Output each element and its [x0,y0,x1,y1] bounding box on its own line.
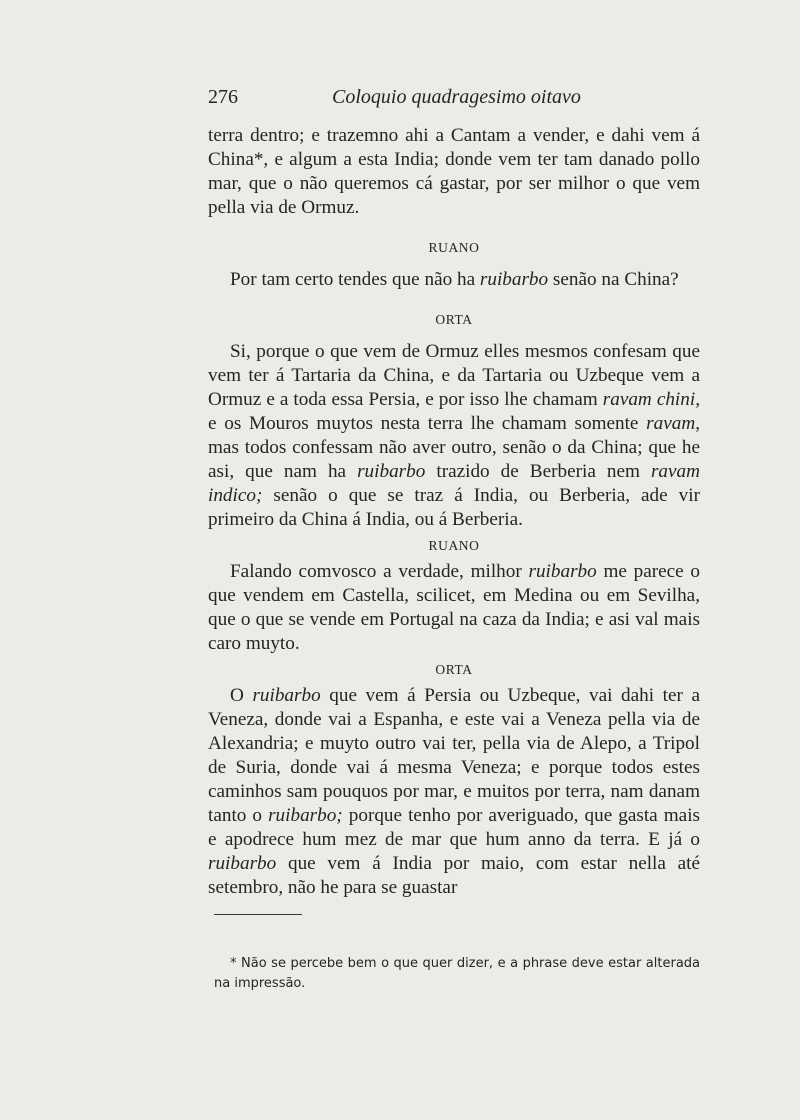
italic-term: ruibarbo [208,853,277,874]
page-number: 276 [208,86,238,108]
paragraph-text: que vem á India por maio, com estar nella até setembro, não he para se guastar [208,853,700,898]
italic-term: ravam chini, [602,389,700,410]
paragraph-ruano-question [208,268,700,292]
paragraph-text: e os Mouros muytos nesta terra lhe chamam somente [208,413,647,434]
footnote: * Não se percebe bem o que quer dizer, e a phrase deve estar alterada na impressão. [214,956,700,991]
page-header [208,86,700,116]
footnote-divider [214,914,302,915]
speaker-orta: ORTA [435,662,473,677]
paragraph-text: Por tam certo tendes que não ha [230,269,480,290]
italic-term: ruibarbo; [268,805,343,826]
paragraph-text: porque tenho por averiguado, que gasta mais e apodrece hum mez de mar que hum anno da terra. E já o [208,805,700,850]
italic-term: ravam [646,413,696,434]
paragraph-orta-answer [208,340,700,532]
paragraph-text: , mas todos confessam não aver outro, senão o da China; que he asi, que nam ha [208,413,700,482]
speaker-ruano: RUANO [428,240,480,255]
paragraph-orta-explanation [208,684,700,900]
paragraph-text: senão o que se traz á India, ou Berberia, ade vir primeiro da China á India, ou á Berberia. [208,485,700,530]
paragraph-text: que vem á Persia ou Uzbeque, vai dahi ter a Veneza, donde vai a Espanha, e este vai a Veneza pella via de Alexandria; e muyto outro vai ter, pella via de Alepo, a Tripol de Suria, donde vai á mesma Veneza; e porque todos estes caminhos sam pouquos por mar, e muitos por terra, nam danam tanto o [208,685,700,826]
italic-term: ruibarbo [528,561,597,582]
speaker-orta: ORTA [435,312,473,327]
italic-term: ruibarbo [479,269,549,290]
paragraph-text: trazido de Berberia nem [425,461,651,482]
running-title: Coloquio quadragesimo oitavo [332,86,581,108]
paragraph-continued [208,124,700,220]
speaker-ruano: RUANO [428,538,480,553]
italic-term: ruibarbo [252,685,321,706]
paragraph-text: O [230,685,253,706]
italic-term: ravam indico; [208,461,700,506]
paragraph-text: Falando comvosco a verdade, milhor [230,561,529,582]
paragraph-text: Si, porque o que vem de Ormuz elles mesmos confesam que vem ter á Tartaria da China, e da Tartaria ou Uzbeque vem a Ormuz e a toda essa Persia, e por isso lhe chamam [208,341,700,410]
paragraph-text: terra dentro; e trazemno ahi a Cantam a vender, e dahi vem á China*, e algum a esta India; donde vem ter tam danado pollo mar, que o não queremos cá gastar, por ser milhor o que vem pella via de Ormuz. [208,125,700,218]
paragraph-ruano-remark [208,560,700,656]
italic-term: ruibarbo [357,461,426,482]
page-body [208,124,700,900]
paragraph-text: senão na China? [548,269,679,290]
paragraph-text: me parece o que vendem em Castella, scilicet, em Medina ou em Sevilha, que o que se vende em Portugal na caza da India; e asi val mais caro muyto. [208,561,700,654]
